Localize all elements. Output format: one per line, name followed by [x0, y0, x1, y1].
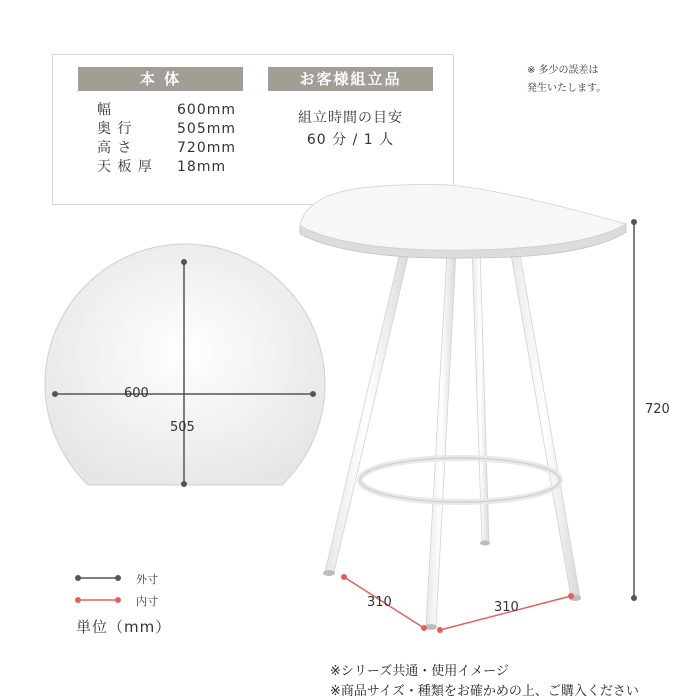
foot-ring-edge [360, 458, 560, 502]
table-leg-left [325, 248, 410, 572]
width-label: 600 [124, 386, 149, 401]
spec-assembly-banner: お客様組立品 [268, 67, 433, 91]
depth-dimension-end [181, 481, 187, 487]
spec-label: 天 板 厚 [97, 159, 153, 175]
spec-label: 奥 行 [97, 121, 133, 137]
footer-note-series: ※シリーズ共通・使用イメージ [330, 664, 509, 679]
spec-label: 高 さ [97, 140, 133, 156]
tabletop-surface [300, 184, 626, 250]
depth-label: 505 [170, 420, 195, 435]
spec-value: 18mm [177, 159, 227, 175]
leg-span-end [568, 593, 574, 599]
legend-inner-end [115, 597, 121, 603]
footer-note-confirm: ※商品サイズ・種類をお確かめの上、ご購入ください [330, 684, 639, 699]
spec-value: 720mm [177, 140, 236, 156]
leg-span-right-label: 310 [494, 600, 519, 615]
tolerance-note-line2: 発生いたします。 [527, 83, 607, 94]
leg-foot [480, 541, 490, 546]
leg-span-end [437, 627, 443, 633]
spec-value: 600mm [177, 102, 236, 118]
height-dimension-end [631, 595, 637, 601]
table-leg-front [426, 252, 456, 626]
legend-outer-end [115, 575, 121, 581]
leg-span-left-label: 310 [367, 595, 392, 610]
table-leg-right [510, 249, 580, 597]
leg-span-end [341, 574, 347, 580]
spec-value: 505mm [177, 121, 236, 137]
table-leg-back [472, 250, 489, 542]
assembly-time-value: 60 分 / 1 人 [306, 132, 395, 148]
leg-span-end [421, 625, 427, 631]
legend-inner-label: 内寸 [136, 595, 158, 608]
depth-dimension-end [181, 259, 187, 265]
legend-outer-label: 外寸 [136, 573, 158, 586]
legend-inner-end [75, 597, 81, 603]
height-label: 720 [645, 402, 670, 417]
width-dimension-end [310, 391, 316, 397]
tabletop-top-view [45, 244, 325, 485]
spec-main-banner: 本 体 [78, 67, 243, 91]
assembly-time-label: 組立時間の目安 [298, 110, 403, 126]
height-dimension-end [631, 219, 637, 225]
tolerance-note-line1: ※ 多少の誤差は [527, 65, 599, 76]
table-legs [325, 248, 580, 626]
spec-label: 幅 [97, 102, 112, 118]
legend-outer-end [75, 575, 81, 581]
width-dimension-end [52, 391, 58, 397]
unit-label: 単位（mm） [76, 618, 172, 636]
leg-foot [323, 570, 335, 576]
